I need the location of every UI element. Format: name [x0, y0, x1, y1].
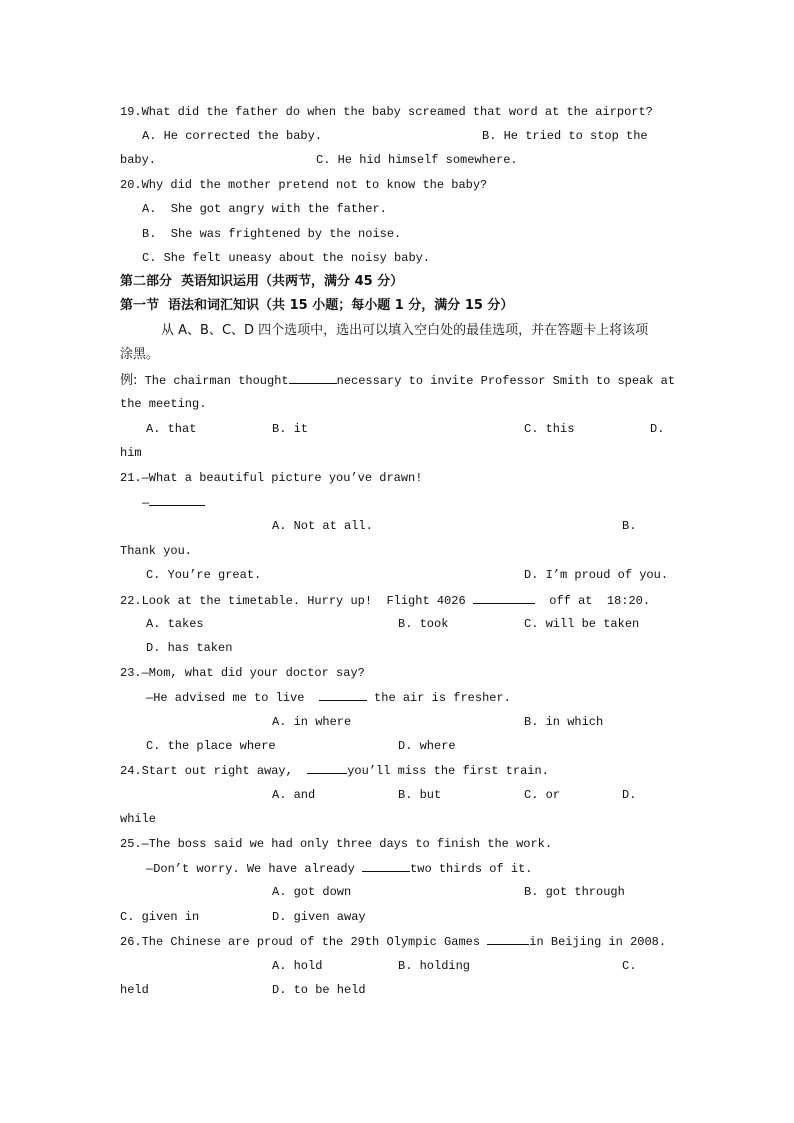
q26-stem [120, 933, 666, 950]
q21-reply [142, 494, 205, 511]
q23-option-d: D. where [398, 739, 456, 753]
q21-option-c: C. You’re great. [146, 568, 262, 582]
q25-reply-a: —Don’t worry. We have already [146, 862, 355, 876]
q25-reply [146, 860, 532, 877]
instruction-line-2: 涂黑。 [120, 347, 160, 362]
q23-reply-b: the air is fresher. [374, 691, 511, 705]
q26-option-c: C. [622, 959, 637, 973]
section1-title: 第一节 语法和词汇知识（共 15 小题；每小题 1 分，满分 15 分） [120, 298, 514, 313]
q22-option-b: B. took [398, 617, 449, 631]
q25-reply-b: two thirds of it. [410, 862, 533, 876]
q25-option-c: C. given in [120, 910, 200, 924]
example-stem-b: necessary to invite Professor Smith to speak at [336, 374, 676, 388]
answer-blank [149, 494, 205, 506]
answer-blank [289, 372, 337, 384]
q19-option-b: B. He tried to stop the [482, 129, 648, 143]
q24-option-d-cont: while [120, 812, 157, 826]
q23-reply [146, 689, 511, 706]
q26-stem-a: 26.The Chinese are proud of the 29th Olympic Games [120, 935, 481, 949]
q24-option-a: A. and [272, 788, 316, 802]
q22-option-a: A. takes [146, 617, 204, 631]
q23-stem: 23.—Mom, what did your doctor say? [120, 666, 365, 680]
q24-stem-a: 24.Start out right away, [120, 764, 293, 778]
q22-option-c: C. will be taken [524, 617, 640, 631]
example-option-b: B. it [272, 422, 309, 436]
q23-option-c: C. the place where [146, 739, 276, 753]
q22-stem [120, 592, 650, 609]
q26-option-b: B. holding [398, 959, 471, 973]
answer-blank [487, 933, 529, 945]
q19-option-a: A. He corrected the baby. [142, 129, 323, 143]
q22-stem-a: 22.Look at the timetable. Hurry up! Flight 4026 [120, 594, 466, 608]
q24-stem [120, 762, 549, 779]
example-stem [120, 372, 675, 389]
q23-option-b: B. in which [524, 715, 604, 729]
answer-blank [362, 860, 410, 872]
q19-stem: 19.What did the father do when the baby screamed that word at the airport? [120, 105, 653, 119]
example-label: 例: [120, 373, 138, 388]
q24-option-d: D. [622, 788, 637, 802]
answer-blank [307, 762, 347, 774]
part2-title: 第二部分 英语知识运用（共两节，满分 45 分） [120, 274, 404, 289]
example-stem-a: The chairman thought [137, 374, 289, 388]
q25-option-d: D. given away [272, 910, 366, 924]
q20-option-a: A. She got angry with the father. [142, 202, 387, 216]
answer-blank [319, 689, 367, 701]
example-option-a: A. that [146, 422, 197, 436]
q20-stem: 20.Why did the mother pretend not to know the baby? [120, 178, 488, 192]
q24-stem-b: you’ll miss the first train. [347, 764, 549, 778]
q21-dash: — [142, 496, 150, 510]
example-stem-cont: the meeting. [120, 397, 207, 411]
q20-option-b: B. She was frightened by the noise. [142, 227, 402, 241]
q21-option-a: A. Not at all. [272, 519, 373, 533]
q19-option-c: C. He hid himself somewhere. [316, 153, 518, 167]
q23-option-a: A. in where [272, 715, 352, 729]
q26-option-a: A. hold [272, 959, 323, 973]
example-option-d: D. [650, 422, 665, 436]
q26-option-d: D. to be held [272, 983, 366, 997]
example-option-c: C. this [524, 422, 575, 436]
q22-stem-b: off at 18:20. [549, 594, 651, 608]
answer-blank [473, 592, 535, 604]
q25-option-a: A. got down [272, 885, 352, 899]
q24-option-b: B. but [398, 788, 442, 802]
q25-stem: 25.—The boss said we had only three days to finish the work. [120, 837, 553, 851]
q26-stem-b: in Beijing in 2008. [529, 935, 667, 949]
q23-reply-a: —He advised me to live [146, 691, 305, 705]
q21-stem: 21.—What a beautiful picture you’ve drawn! [120, 471, 423, 485]
example-option-d-cont: him [120, 446, 142, 460]
instruction-line-1: 从 A、B、C、D 四个选项中，选出可以填入空白处的最佳选项，并在答题卡上将该项 [161, 323, 649, 338]
q21-option-b: B. [622, 519, 637, 533]
q25-option-b: B. got through [524, 885, 625, 899]
q26-option-c-cont: held [120, 983, 149, 997]
q19-option-b-cont: baby. [120, 153, 157, 167]
q24-option-c: C. or [524, 788, 561, 802]
q20-option-c: C. She felt uneasy about the noisy baby. [142, 251, 431, 265]
q21-option-b-cont: Thank you. [120, 544, 193, 558]
q22-option-d: D. has taken [146, 641, 233, 655]
q21-option-d: D. I’m proud of you. [524, 568, 669, 582]
